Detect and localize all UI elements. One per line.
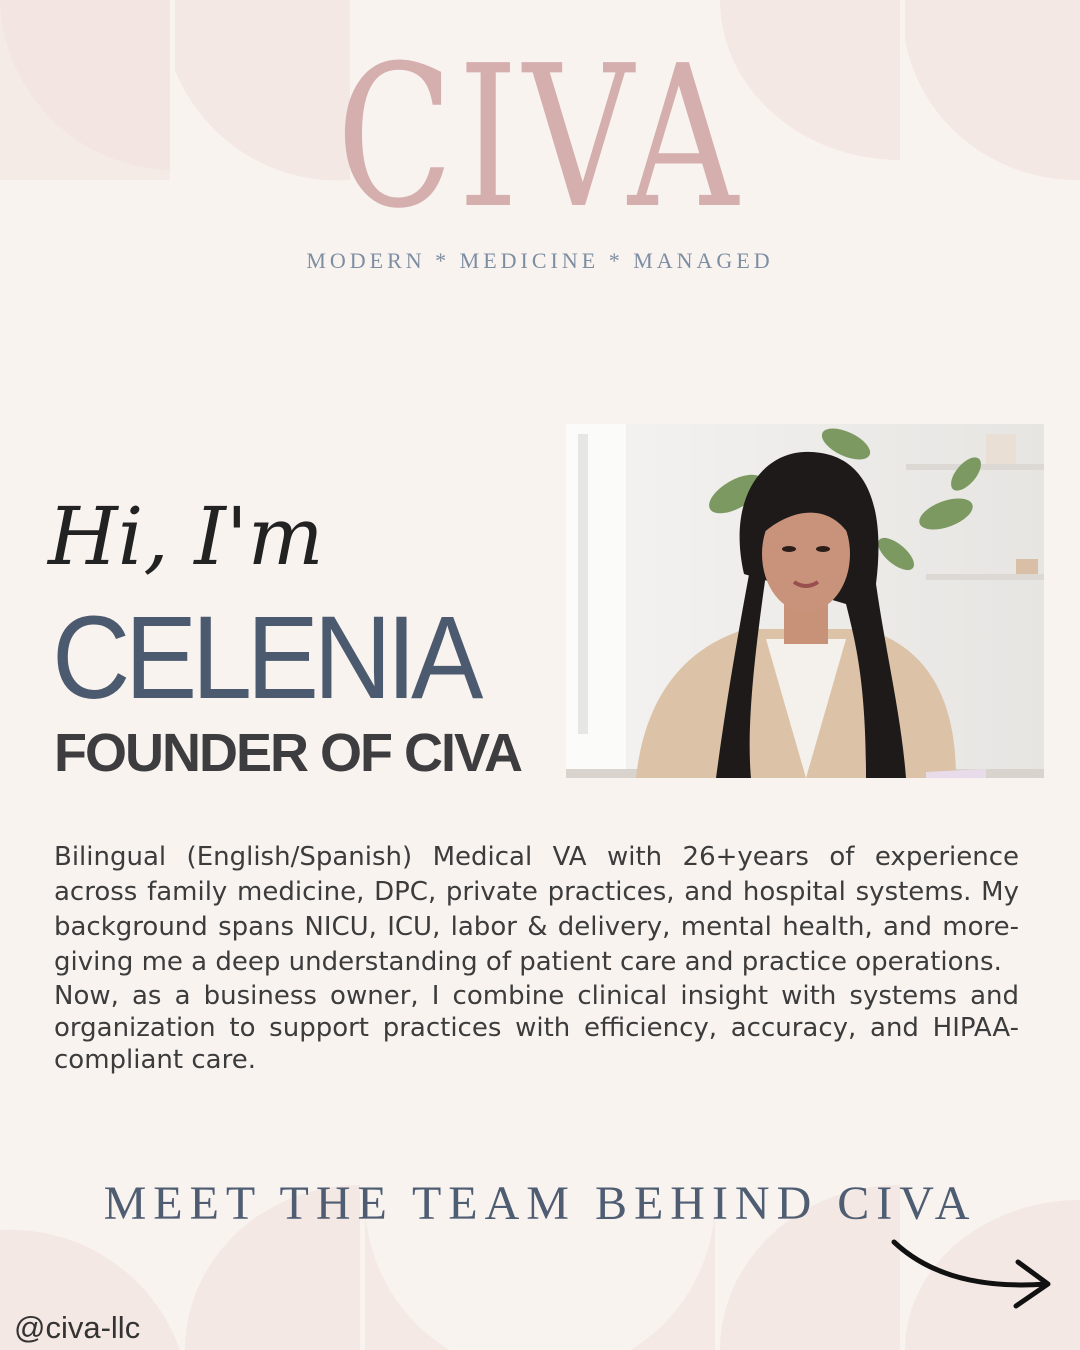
person-role: FOUNDER OF CIVA <box>54 723 521 783</box>
brand-tagline: MODERN * MEDICINE * MANAGED <box>306 248 774 273</box>
brand-logo: CIVA <box>336 24 744 252</box>
arrow-right-icon[interactable] <box>888 1234 1058 1324</box>
person-name: CELENIA <box>52 592 478 724</box>
greeting-text: Hi, I'm <box>48 490 324 583</box>
founder-photo <box>566 424 1044 778</box>
bio-paragraph: Now, as a business owner, I combine clinical insight with systems and organization to support practices with efficiency, accuracy, and HIPAA-compliant care. <box>54 981 1019 1075</box>
bio-section <box>54 840 1019 1076</box>
bio-paragraph: Bilingual (English/Spanish) Medical VA with 26+years of experience across family medicine, DPC, private practices, and hospital systems. My background spans NICU, ICU, labor & delivery, mental health, and more- giving me a deep understanding of patient care and practice operations. <box>54 842 1019 977</box>
meet-team-heading: MEET THE TEAM BEHIND CIVA <box>103 1177 977 1230</box>
social-handle: @civa-llc <box>14 1310 141 1345</box>
brand-header <box>0 24 1080 274</box>
